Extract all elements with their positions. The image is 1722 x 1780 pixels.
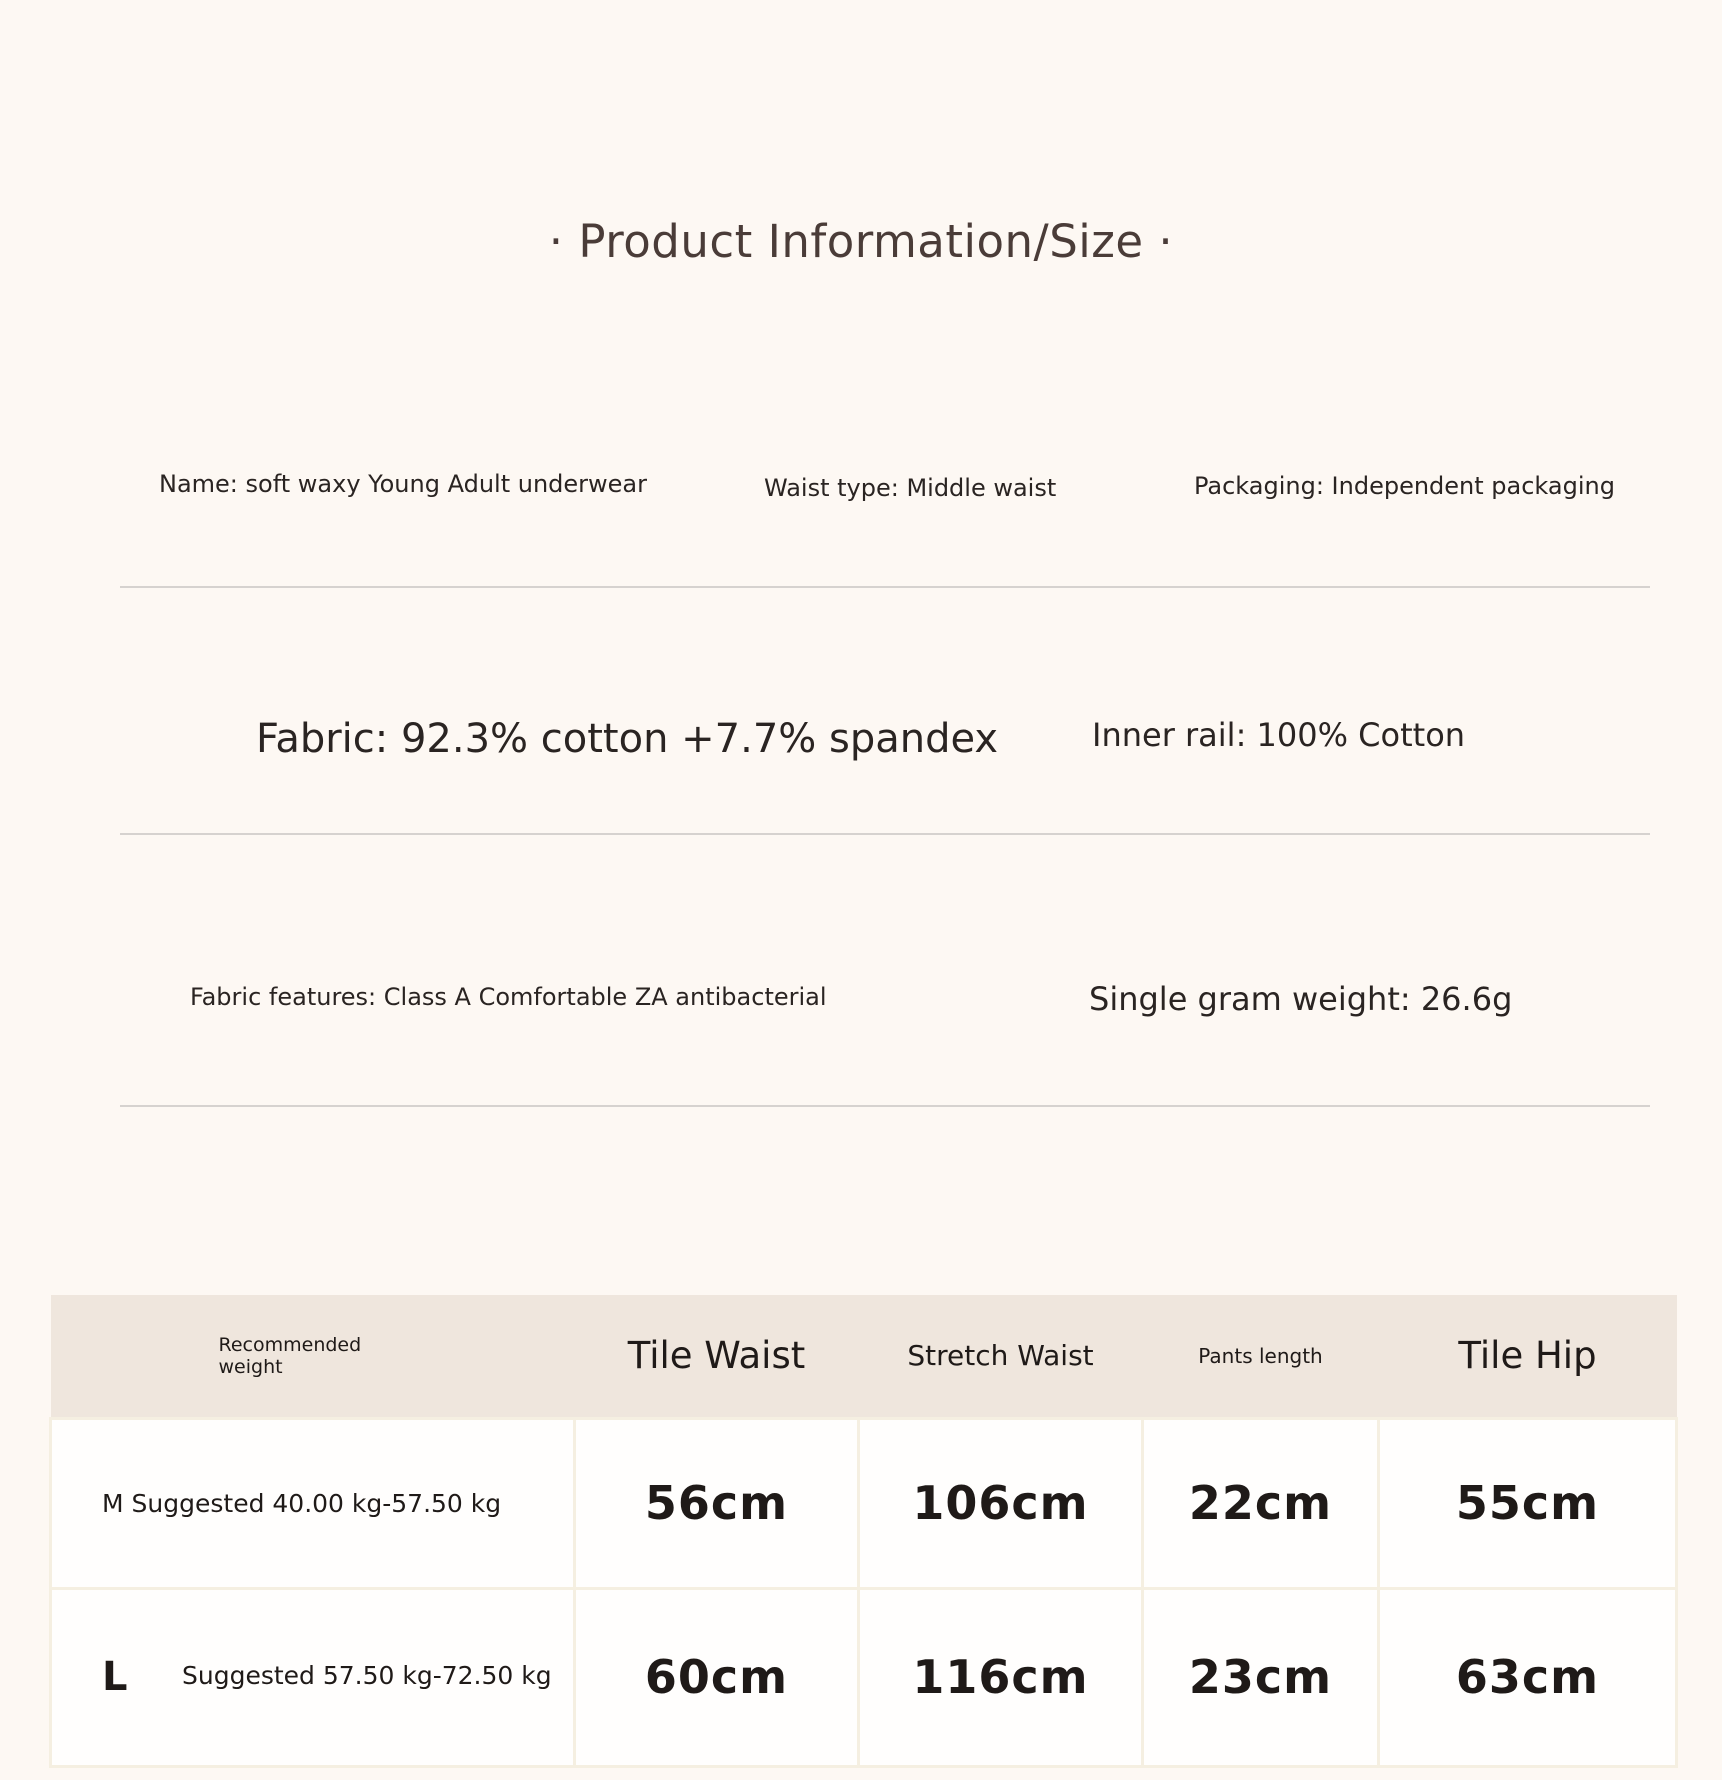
tile-waist-value: 56cm bbox=[575, 1418, 859, 1588]
table-row bbox=[51, 1588, 1677, 1766]
size-cell bbox=[51, 1588, 575, 1766]
inner-rail: Inner rail: 100% Cotton bbox=[1092, 716, 1466, 754]
size-letter: M bbox=[102, 1488, 124, 1518]
waist-type: Waist type: Middle waist bbox=[764, 474, 1057, 502]
pants-length-value: 23cm bbox=[1143, 1588, 1379, 1766]
pants-length-value: 22cm bbox=[1143, 1418, 1379, 1588]
size-table bbox=[49, 1295, 1678, 1768]
size-cell bbox=[51, 1418, 575, 1588]
single-gram-weight: Single gram weight: 26.6g bbox=[1089, 980, 1513, 1018]
header-recommended-weight bbox=[51, 1295, 575, 1418]
page-title: · Product Information/Size · bbox=[548, 215, 1174, 268]
size-letter: L bbox=[102, 1654, 128, 1700]
product-name: Name: soft waxy Young Adult underwear bbox=[159, 470, 647, 498]
tile-waist-value: 60cm bbox=[575, 1588, 859, 1766]
header-pants-length: Pants length bbox=[1198, 1343, 1323, 1368]
divider bbox=[120, 586, 1650, 588]
fabric-composition: Fabric: 92.3% cotton +7.7% spandex bbox=[256, 716, 999, 762]
header-stretch-waist: Stretch Waist bbox=[907, 1339, 1094, 1373]
stretch-waist-value: 116cm bbox=[859, 1588, 1143, 1766]
tile-hip-value: 63cm bbox=[1379, 1588, 1677, 1766]
header-tile-hip: Tile Hip bbox=[1458, 1334, 1597, 1378]
size-table-header bbox=[51, 1295, 1677, 1418]
tile-hip-value: 55cm bbox=[1379, 1418, 1677, 1588]
recommended-weight: Suggested 57.50 kg-72.50 kg bbox=[182, 1661, 552, 1690]
fabric-features: Fabric features: Class A Comfortable ZA antibacterial bbox=[190, 983, 827, 1011]
stretch-waist-value: 106cm bbox=[859, 1418, 1143, 1588]
table-row bbox=[51, 1418, 1677, 1588]
header-weight-line1: Recommended bbox=[218, 1333, 362, 1356]
packaging: Packaging: Independent packaging bbox=[1194, 472, 1615, 500]
recommended-weight: Suggested 40.00 kg-57.50 kg bbox=[131, 1488, 502, 1518]
header-weight-line2: weight bbox=[218, 1355, 283, 1378]
header-tile-waist: Tile Waist bbox=[627, 1334, 806, 1378]
divider bbox=[120, 833, 1650, 835]
divider bbox=[120, 1105, 1650, 1107]
